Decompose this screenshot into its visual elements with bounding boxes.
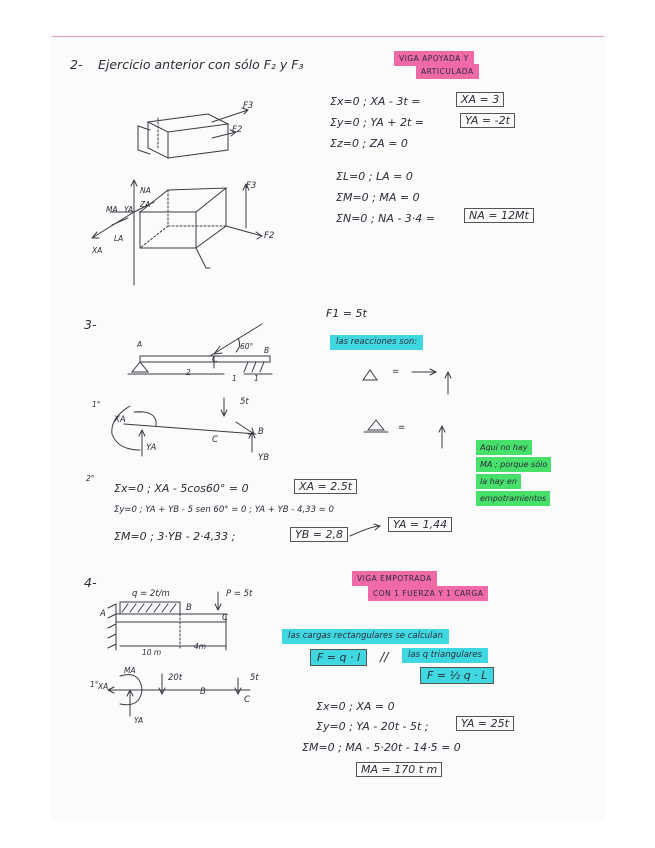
ex3-note-3: la hay en (476, 474, 521, 489)
ex2-eq-z: Σz=0 ; ZA = 0 (330, 137, 408, 150)
ex2-tag-line2: ARTICULADA (416, 64, 479, 79)
box-3d-top (138, 114, 228, 158)
fbd4-c: C (244, 695, 250, 705)
la-label: LA (114, 234, 124, 243)
ex2-title: Ejercicio anterior con sólo F₂ y F₃ (98, 57, 304, 72)
f2-top-label: F2 (232, 125, 243, 135)
ex3-ya-result: YA = 1,44 (388, 517, 452, 532)
fbd4-b: B (200, 687, 206, 697)
ex4-rect-formula: F = q · l (310, 649, 367, 666)
ex3-f1: F1 = 5t (326, 307, 367, 320)
ex4-rect-note: las cargas rectangulares se calculan (282, 629, 449, 644)
ex4-len2: 4m (194, 642, 207, 651)
beam-seg2: 1 (232, 374, 237, 383)
ex4-tri-note: las q triangulares (402, 648, 488, 663)
ex4-force: P = 5t (226, 589, 253, 599)
ex4-eq-y-result: YA = 25t (456, 716, 514, 731)
fbd4-ma: MA (124, 666, 136, 675)
ex4-ma-result: MA = 170 t m (356, 762, 442, 777)
reaction-pin-arrows (350, 369, 451, 536)
ex4-eq-x: Σx=0 ; XA = 0 (316, 700, 395, 713)
ex3-eq-x: Σx=0 ; XA - 5cos60° = 0 (114, 482, 249, 495)
ex3-pin-eq: = (398, 423, 406, 433)
ex2-eq-m: ΣM=0 ; MA = 0 (336, 191, 420, 204)
ex4-tri-formula: F = ½ q · L (420, 667, 494, 684)
ex3-arrow-eq: = (392, 367, 400, 377)
ex2-eq-x-result: XA = 3 (456, 92, 504, 107)
ex3-reactions-label: las reacciones son: (330, 335, 423, 350)
fbd4-load: 20t (168, 673, 183, 683)
beam-label-a: A (137, 340, 143, 349)
ma-label: MA (106, 205, 118, 214)
ex4-eq-y: Σy=0 ; YA - 20t - 5t ; (316, 720, 429, 733)
ex3-eq-m: ΣM=0 ; 3·YB - 2·4,33 ; (114, 530, 236, 543)
za-label: ZA (140, 200, 151, 209)
fbd3-ya: YA (146, 443, 157, 453)
ex3-eq-x-result: XA = 2.5t (294, 479, 357, 494)
ex2-eq-l: ΣL=0 ; LA = 0 (336, 170, 413, 183)
f3-bottom-label: F3 (246, 181, 257, 191)
ya-label: YA (124, 205, 134, 214)
ex4-separator: // (380, 649, 389, 664)
ex2-eq-x: Σx=0 ; XA - 3t = (330, 95, 421, 108)
fbd3-force: 5t (240, 397, 249, 407)
beam-label-b: B (264, 346, 270, 355)
ex4-label-c: C (222, 613, 228, 623)
ex2-eq-y-result: YA = -2t (460, 113, 515, 128)
ex4-len1: 10 m (142, 648, 162, 657)
xa-label: XA (92, 246, 103, 255)
ex4-number: 4- (84, 575, 97, 590)
ex4-label-b: B (186, 603, 192, 613)
ex3-note-1: Aquí no hay (476, 440, 532, 455)
ex4-label-a: A (100, 609, 106, 619)
ex2-eq-n: ΣN=0 ; NA - 3·4 = (336, 212, 436, 225)
na-label: NA (140, 186, 151, 195)
fbd-ex3 (112, 398, 256, 456)
fbd3-yb: YB (258, 453, 270, 463)
fbd4-xa: XA (98, 682, 109, 691)
ex3-yb-result: YB = 2,8 (290, 527, 348, 542)
ex3-step1: 1° (92, 400, 101, 409)
beam-angle: 60° (240, 342, 254, 351)
beam-label-c: C (212, 355, 218, 365)
ex4-eq-m: ΣM=0 ; MA - 5·20t - 14·5 = 0 (302, 741, 461, 754)
ex2-eq-n-result: NA = 12Mt (464, 208, 534, 223)
fbd3-xa: XA (114, 415, 126, 425)
fbd4-force: 5t (250, 673, 259, 683)
ex4-tag-line1: VIGA EMPOTRADA (352, 571, 437, 586)
f3-top-label: F3 (243, 101, 254, 111)
fbd3-c: C (212, 435, 218, 445)
ex2-tag-line1: VIGA APOYADA Y (394, 51, 474, 66)
beam-seg1: 2 (186, 368, 191, 377)
fbd4-ya: YA (134, 716, 144, 725)
ex3-eq-y: Σy=0 ; YA + YB - 5 sen 60° = 0 ; YA + YB - 4,33 = 0 (114, 505, 334, 515)
ex2-eq-y: Σy=0 ; YA + 2t = (330, 116, 424, 129)
ex3-note-4: empotramientos (476, 491, 550, 506)
fbd3-b: B (258, 427, 264, 437)
f2-bottom-label: F2 (264, 231, 275, 241)
ex2-number: 2- (70, 57, 83, 72)
ex3-step2: 2° (86, 474, 95, 483)
ex3-number: 3- (84, 317, 97, 332)
ex3-note-2: MA ; porque sólo (476, 457, 551, 472)
ex4-step1: 1° (90, 680, 99, 689)
ex4-tag-line2: CON 1 FUERZA Y 1 CARGA (368, 586, 488, 601)
ex4-load: q = 2t/m (132, 589, 170, 599)
beam-seg3: 1 (254, 374, 259, 383)
